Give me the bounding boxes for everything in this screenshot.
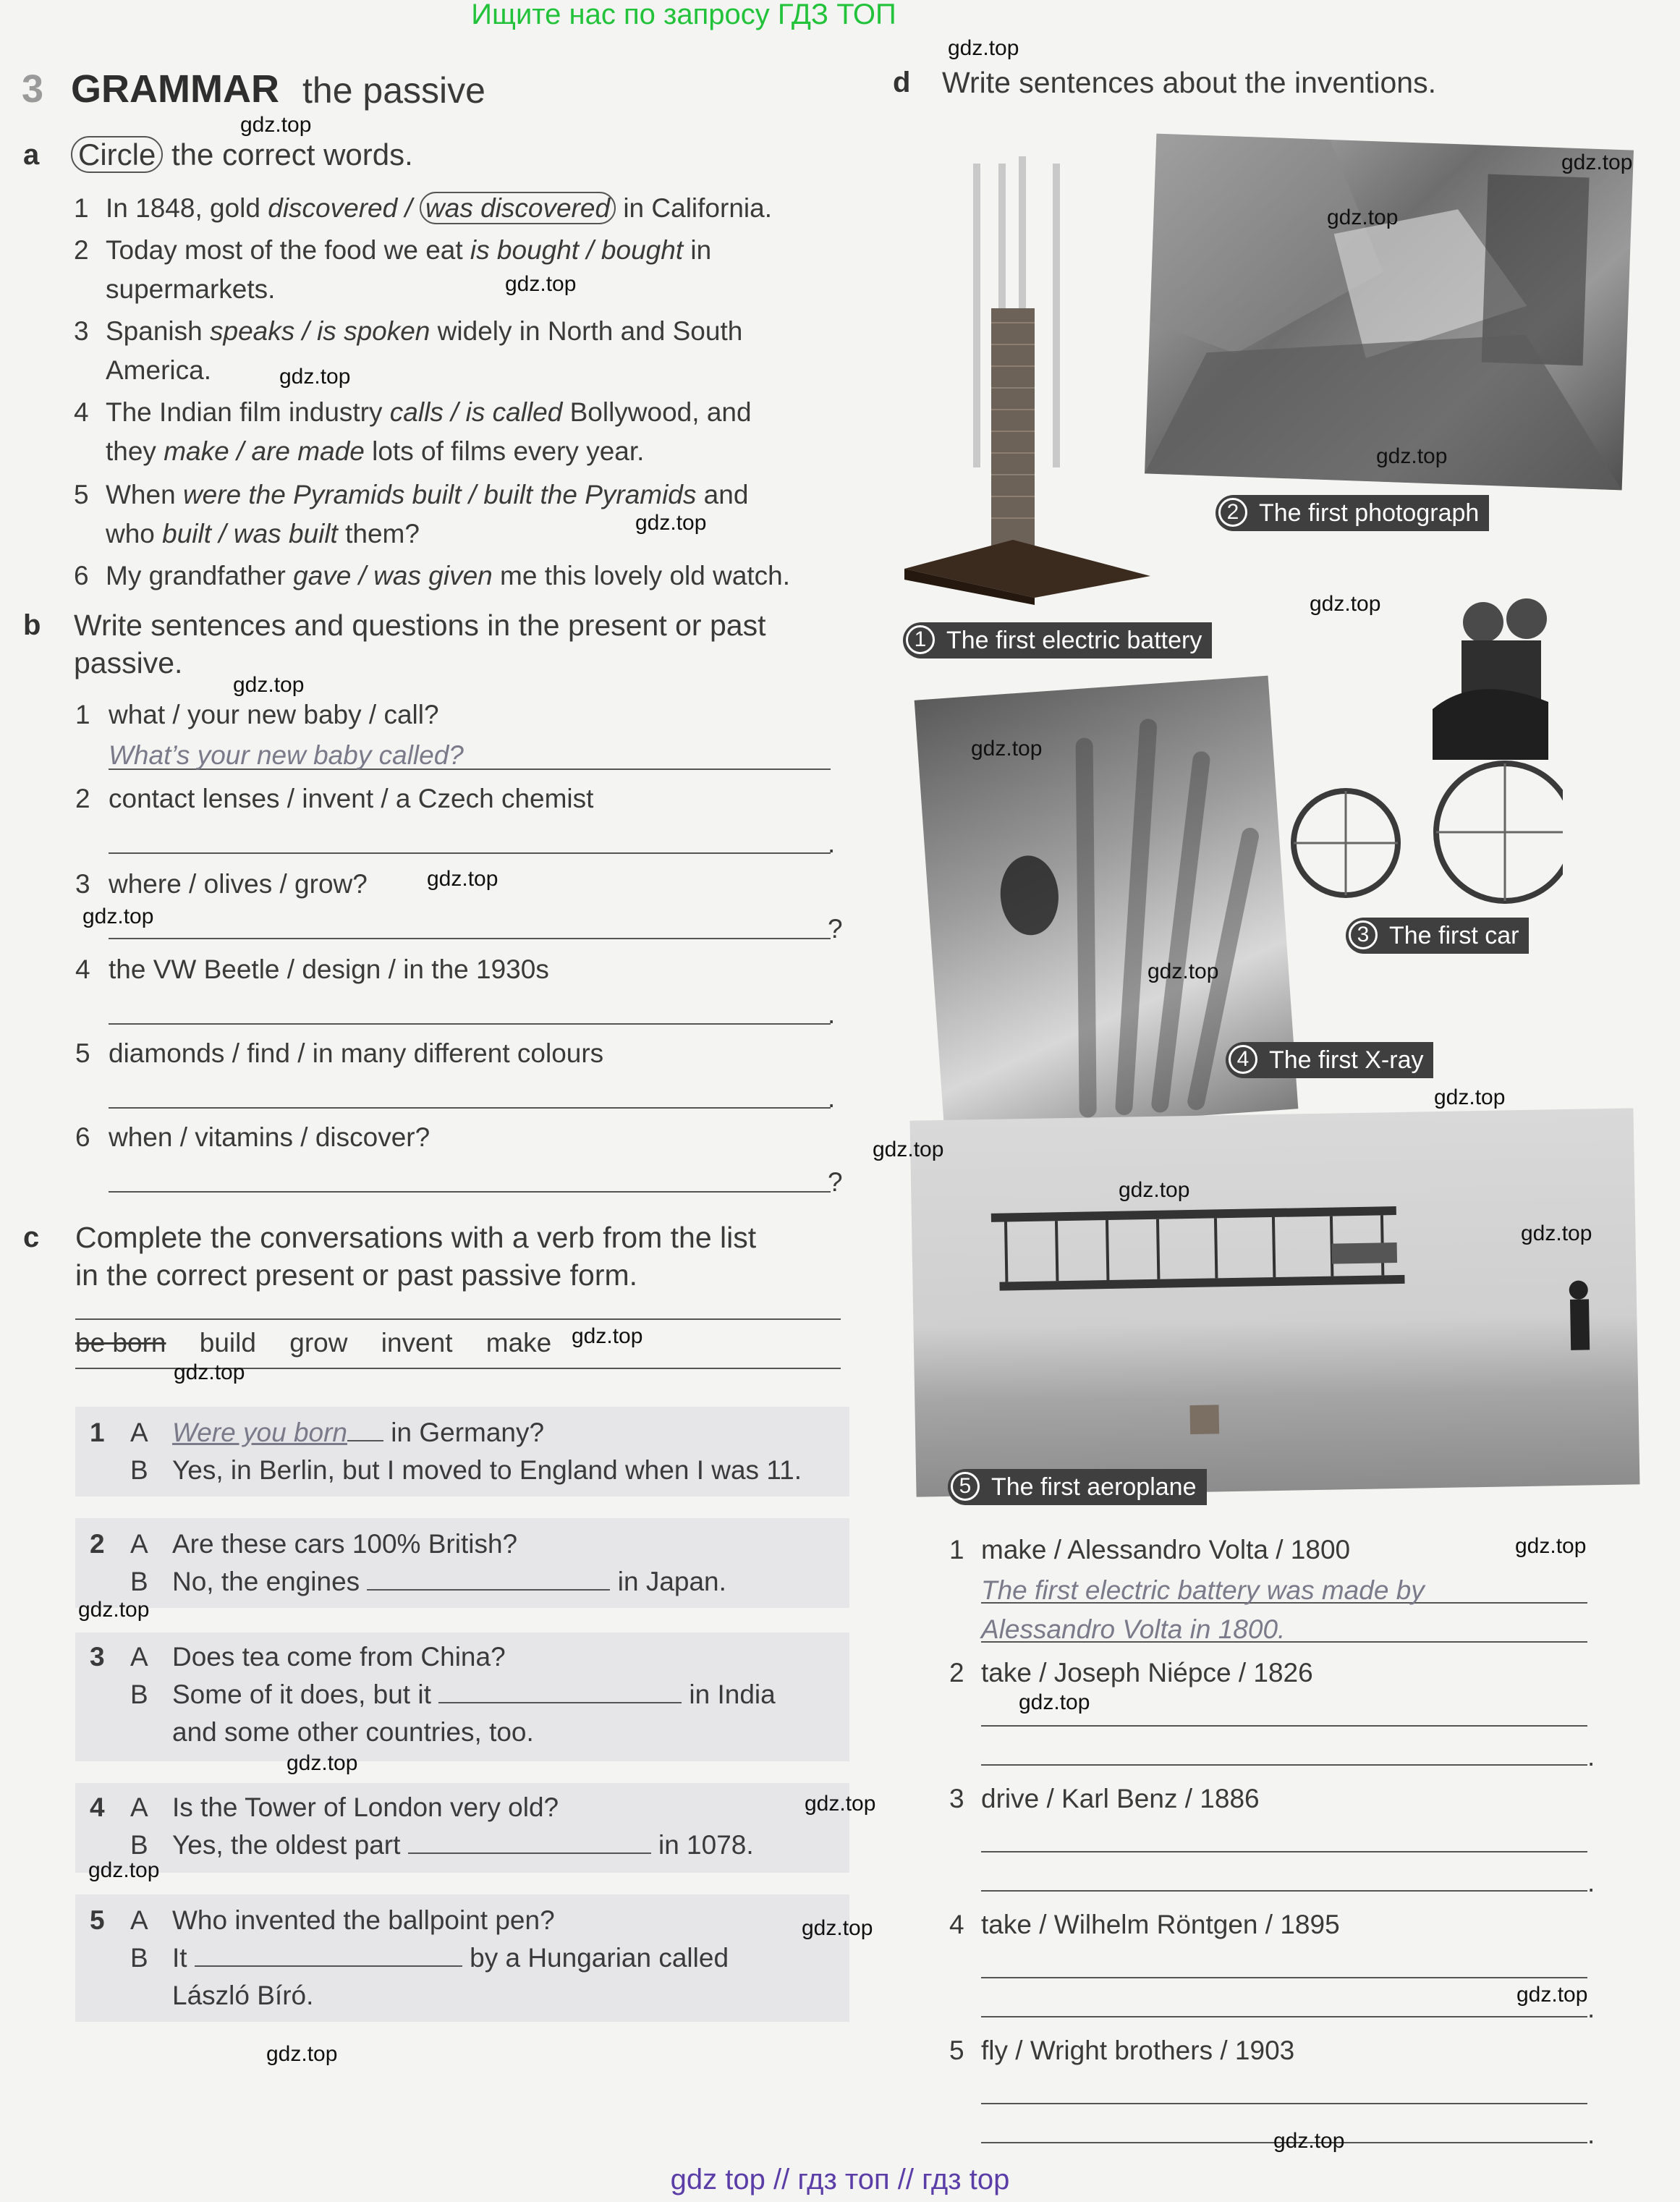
item-prompt: drive / Karl Benz / 1886 xyxy=(981,1784,1260,1813)
watermark: gdz.top xyxy=(505,272,577,296)
answer-line[interactable] xyxy=(981,1764,1587,1766)
item-number: 5 xyxy=(75,1038,90,1068)
exercise-a-item-line: When were the Pyramids built / built the Pyramids and xyxy=(106,480,749,509)
watermark: gdz.top xyxy=(1521,1221,1592,1245)
item-prompt: what / your new baby / call? xyxy=(109,700,439,729)
item-prompt: diamonds / find / in many different colours xyxy=(109,1038,604,1068)
conversation-number: 1 xyxy=(90,1418,105,1447)
watermark: gdz.top xyxy=(1019,1690,1090,1714)
speaker-a: A xyxy=(130,1529,148,1559)
conversation-4-b: Yes, the oldest part in 1078. xyxy=(172,1830,754,1860)
handwritten-answer: What’s your new baby called? xyxy=(109,740,464,770)
watermark: gdz.top xyxy=(572,1324,643,1348)
watermark: gdz.top xyxy=(240,113,312,137)
electric-battery-image xyxy=(890,142,1158,605)
conversation-5-b-line2: László Bíró. xyxy=(172,1981,314,2010)
caption-first-car: 3 The first car xyxy=(1346,918,1529,954)
circled-instruction-word: Circle xyxy=(71,136,163,173)
watermark: gdz.top xyxy=(1516,1983,1588,2007)
watermark: gdz.top xyxy=(1561,151,1633,174)
conversation-5-a: Who invented the ballpoint pen? xyxy=(172,1905,555,1935)
item-number: 5 xyxy=(949,2036,964,2065)
watermark: gdz.top xyxy=(948,36,1019,60)
watermark: gdz.top xyxy=(82,905,154,928)
section-subtitle: the passive xyxy=(302,70,485,111)
exercise-a-item-line: they make / are made lots of films every year. xyxy=(106,436,645,466)
line-end-mark: ? xyxy=(828,914,843,944)
conversation-2-a: Are these cars 100% British? xyxy=(172,1529,518,1559)
caption-first-aeroplane: 5 The first aeroplane xyxy=(948,1469,1207,1505)
line-end-mark: . xyxy=(1587,2120,1595,2149)
conversation-number: 4 xyxy=(90,1792,105,1822)
answer-blank[interactable] xyxy=(367,1589,610,1591)
answer-line[interactable] xyxy=(981,2016,1587,2017)
conversation-number: 5 xyxy=(90,1905,105,1935)
choice-options[interactable]: were the Pyramids built / built the Pyramids xyxy=(182,480,697,509)
conversation-1-a: Were you born in Germany? xyxy=(172,1418,545,1447)
choice-options[interactable]: built / was built xyxy=(162,519,338,549)
line-end-mark: . xyxy=(1587,1742,1595,1771)
watermark: gdz.top xyxy=(1310,592,1381,616)
word-struck: be born xyxy=(75,1328,166,1358)
conversation-5-b: It by a Hungarian called xyxy=(172,1943,729,1973)
choice-options[interactable]: is bought / bought xyxy=(470,235,684,265)
conversation-4-a: Is the Tower of London very old? xyxy=(172,1792,559,1822)
conversation-1-b: Yes, in Berlin, but I moved to England when I was 11. xyxy=(172,1455,802,1485)
speaker-b: B xyxy=(130,1943,148,1973)
exercise-a-item-line: My grandfather gave / was given me this lovely old watch. xyxy=(106,561,791,590)
item-prompt: fly / Wright brothers / 1903 xyxy=(981,2036,1295,2065)
caption-electric-battery: 1 The first electric battery xyxy=(903,622,1212,659)
watermark: gdz.top xyxy=(1147,960,1219,983)
item-number: 3 xyxy=(74,316,89,346)
speaker-a: A xyxy=(130,1642,148,1672)
watermark: gdz.top xyxy=(1376,444,1448,468)
answer-blank[interactable] xyxy=(195,1965,462,1967)
answer-line[interactable] xyxy=(981,1851,1587,1852)
word: grow xyxy=(289,1328,348,1358)
item-prompt: the VW Beetle / design / in the 1930s xyxy=(109,954,549,984)
caption-first-xray: 4 The first X-ray xyxy=(1226,1042,1433,1078)
watermark: gdz.top xyxy=(279,365,351,389)
answer-line[interactable] xyxy=(981,1725,1587,1727)
conversation-3-b: Some of it does, but it in India xyxy=(172,1680,776,1709)
watermark: gdz.top xyxy=(1119,1178,1190,1202)
exercise-a-instruction xyxy=(71,136,413,174)
speaker-b: B xyxy=(130,1455,148,1485)
conversation-number: 3 xyxy=(90,1642,105,1672)
item-number: 5 xyxy=(74,480,89,509)
speaker-b: B xyxy=(130,1830,148,1860)
choice-options[interactable]: gave / was given xyxy=(293,561,493,590)
item-number: 1 xyxy=(74,193,89,223)
exercise-a-item-line: who built / was built them? xyxy=(106,519,420,549)
watermark: gdz.top xyxy=(287,1751,358,1775)
section-title: GRAMMAR xyxy=(71,67,279,111)
exercise-a-item-line: Today most of the food we eat is bought / bought in xyxy=(106,235,712,265)
handwritten-answer: Were you born xyxy=(172,1418,347,1447)
item-prompt: take / Joseph Niépce / 1826 xyxy=(981,1658,1313,1688)
answer-line[interactable] xyxy=(981,1890,1587,1892)
caption-first-photograph: 2 The first photograph xyxy=(1216,495,1489,531)
watermark: gdz.top xyxy=(635,511,707,535)
watermark: gdz.top xyxy=(873,1138,944,1161)
word: build xyxy=(199,1328,256,1358)
word-list xyxy=(75,1324,551,1362)
handwritten-answer: Alessandro Volta in 1800. xyxy=(981,1614,1286,1644)
item-number: 4 xyxy=(949,1910,964,1939)
exercise-b-instruction-line1: Write sentences and questions in the present or past xyxy=(74,609,766,642)
speaker-b: B xyxy=(130,1680,148,1709)
item-number: 6 xyxy=(74,561,89,590)
watermark: gdz.top xyxy=(1515,1534,1587,1558)
line-end-mark: ? xyxy=(828,1167,843,1197)
answer-line[interactable] xyxy=(109,1107,831,1109)
answer-line[interactable] xyxy=(109,938,831,939)
top-banner: Ищите нас по запросу ГДЗ ТОП xyxy=(471,0,896,30)
watermark: gdz.top xyxy=(78,1598,150,1622)
answer-line[interactable] xyxy=(109,852,831,854)
watermark: gdz.top xyxy=(805,1792,876,1816)
first-photograph-image xyxy=(1145,134,1634,491)
circled-choice[interactable]: was discovered xyxy=(420,192,616,224)
watermark: gdz.top xyxy=(88,1858,160,1882)
item-number: 4 xyxy=(75,954,90,984)
first-car-image xyxy=(1288,579,1563,919)
watermark: gdz.top xyxy=(266,2042,338,2066)
item-number: 2 xyxy=(75,784,90,813)
instruction-rest: the correct words. xyxy=(171,137,413,171)
item-number: 4 xyxy=(74,397,89,427)
answer-blank[interactable] xyxy=(408,1852,651,1854)
watermark: gdz.top xyxy=(174,1360,245,1384)
item-prompt: contact lenses / invent / a Czech chemist xyxy=(109,784,594,813)
exercise-a-item-line: America. xyxy=(106,355,211,385)
exercise-c-instruction-line1: Complete the conversations with a verb from the list xyxy=(75,1221,757,1254)
exercise-c-instruction-line2: in the correct present or past passive form. xyxy=(75,1258,638,1292)
item-prompt: take / Wilhelm Röntgen / 1895 xyxy=(981,1910,1340,1939)
exercise-a-item-line: In 1848, gold discovered / was discovered in California. xyxy=(106,193,772,223)
exercise-c-letter: c xyxy=(23,1221,40,1253)
answer-line[interactable] xyxy=(109,1191,831,1193)
choice-options[interactable]: speaks / is spoken xyxy=(210,316,430,346)
watermark: gdz.top xyxy=(971,737,1043,761)
item-number: 3 xyxy=(949,1784,964,1813)
speaker-b: B xyxy=(130,1567,148,1596)
item-number: 1 xyxy=(949,1535,964,1564)
exercise-a-item-line: The Indian film industry calls / is called Bollywood, and xyxy=(106,397,752,427)
bottom-banner: gdz top // гдз топ // гдз top xyxy=(670,2164,1010,2195)
line-end-mark: . xyxy=(828,999,836,1029)
watermark: gdz.top xyxy=(1327,206,1399,229)
answer-blank[interactable] xyxy=(438,1702,682,1703)
item-prompt: where / olives / grow? xyxy=(109,869,368,899)
watermark: gdz.top xyxy=(1273,2129,1345,2153)
line-end-mark: . xyxy=(1587,1994,1595,2023)
item-number: 2 xyxy=(74,235,89,265)
exercise-a-item-line: supermarkets. xyxy=(106,274,276,304)
word: make xyxy=(485,1328,552,1358)
item-prompt: make / Alessandro Volta / 1800 xyxy=(981,1535,1351,1564)
exercise-a-letter: a xyxy=(23,139,40,171)
watermark: gdz.top xyxy=(427,867,499,891)
line-end-mark: . xyxy=(828,1083,836,1113)
watermark: gdz.top xyxy=(802,1916,873,1940)
handwritten-answer: The first electric battery was made by xyxy=(981,1575,1425,1605)
item-number: 1 xyxy=(75,700,90,729)
item-prompt: when / vitamins / discover? xyxy=(109,1122,430,1152)
first-aeroplane-image xyxy=(910,1108,1640,1496)
watermark: gdz.top xyxy=(1434,1085,1506,1109)
item-number: 3 xyxy=(75,869,90,899)
answer-line[interactable] xyxy=(981,1977,1587,1978)
choice-options[interactable]: discovered / xyxy=(268,193,420,223)
watermark: gdz.top xyxy=(233,673,305,697)
speaker-a: A xyxy=(130,1792,148,1822)
section-number: 3 xyxy=(22,67,44,111)
exercise-d-instruction: Write sentences about the inventions. xyxy=(942,66,1436,99)
choice-options[interactable]: calls / is called xyxy=(389,397,563,427)
conversation-3-b-line2: and some other countries, too. xyxy=(172,1717,534,1747)
speaker-a: A xyxy=(130,1418,148,1447)
answer-line[interactable] xyxy=(109,1023,831,1025)
exercise-b-instruction-line2: passive. xyxy=(74,646,183,679)
exercise-d-letter: d xyxy=(893,67,911,98)
choice-options[interactable]: make / are made xyxy=(164,436,365,466)
item-number: 6 xyxy=(75,1122,90,1152)
answer-line[interactable] xyxy=(981,2103,1587,2104)
word: invent xyxy=(381,1328,453,1358)
word-list-top-rule xyxy=(75,1318,841,1320)
conversation-3-a: Does tea come from China? xyxy=(172,1642,506,1672)
conversation-2-b: No, the engines in Japan. xyxy=(172,1567,726,1596)
line-end-mark: . xyxy=(1587,1868,1595,1897)
exercise-b-letter: b xyxy=(23,609,41,641)
line-end-mark: . xyxy=(828,829,836,858)
conversation-number: 2 xyxy=(90,1529,105,1559)
speaker-a: A xyxy=(130,1905,148,1935)
exercise-a-item-line: Spanish speaks / is spoken widely in North and South xyxy=(106,316,743,346)
item-number: 2 xyxy=(949,1658,964,1688)
